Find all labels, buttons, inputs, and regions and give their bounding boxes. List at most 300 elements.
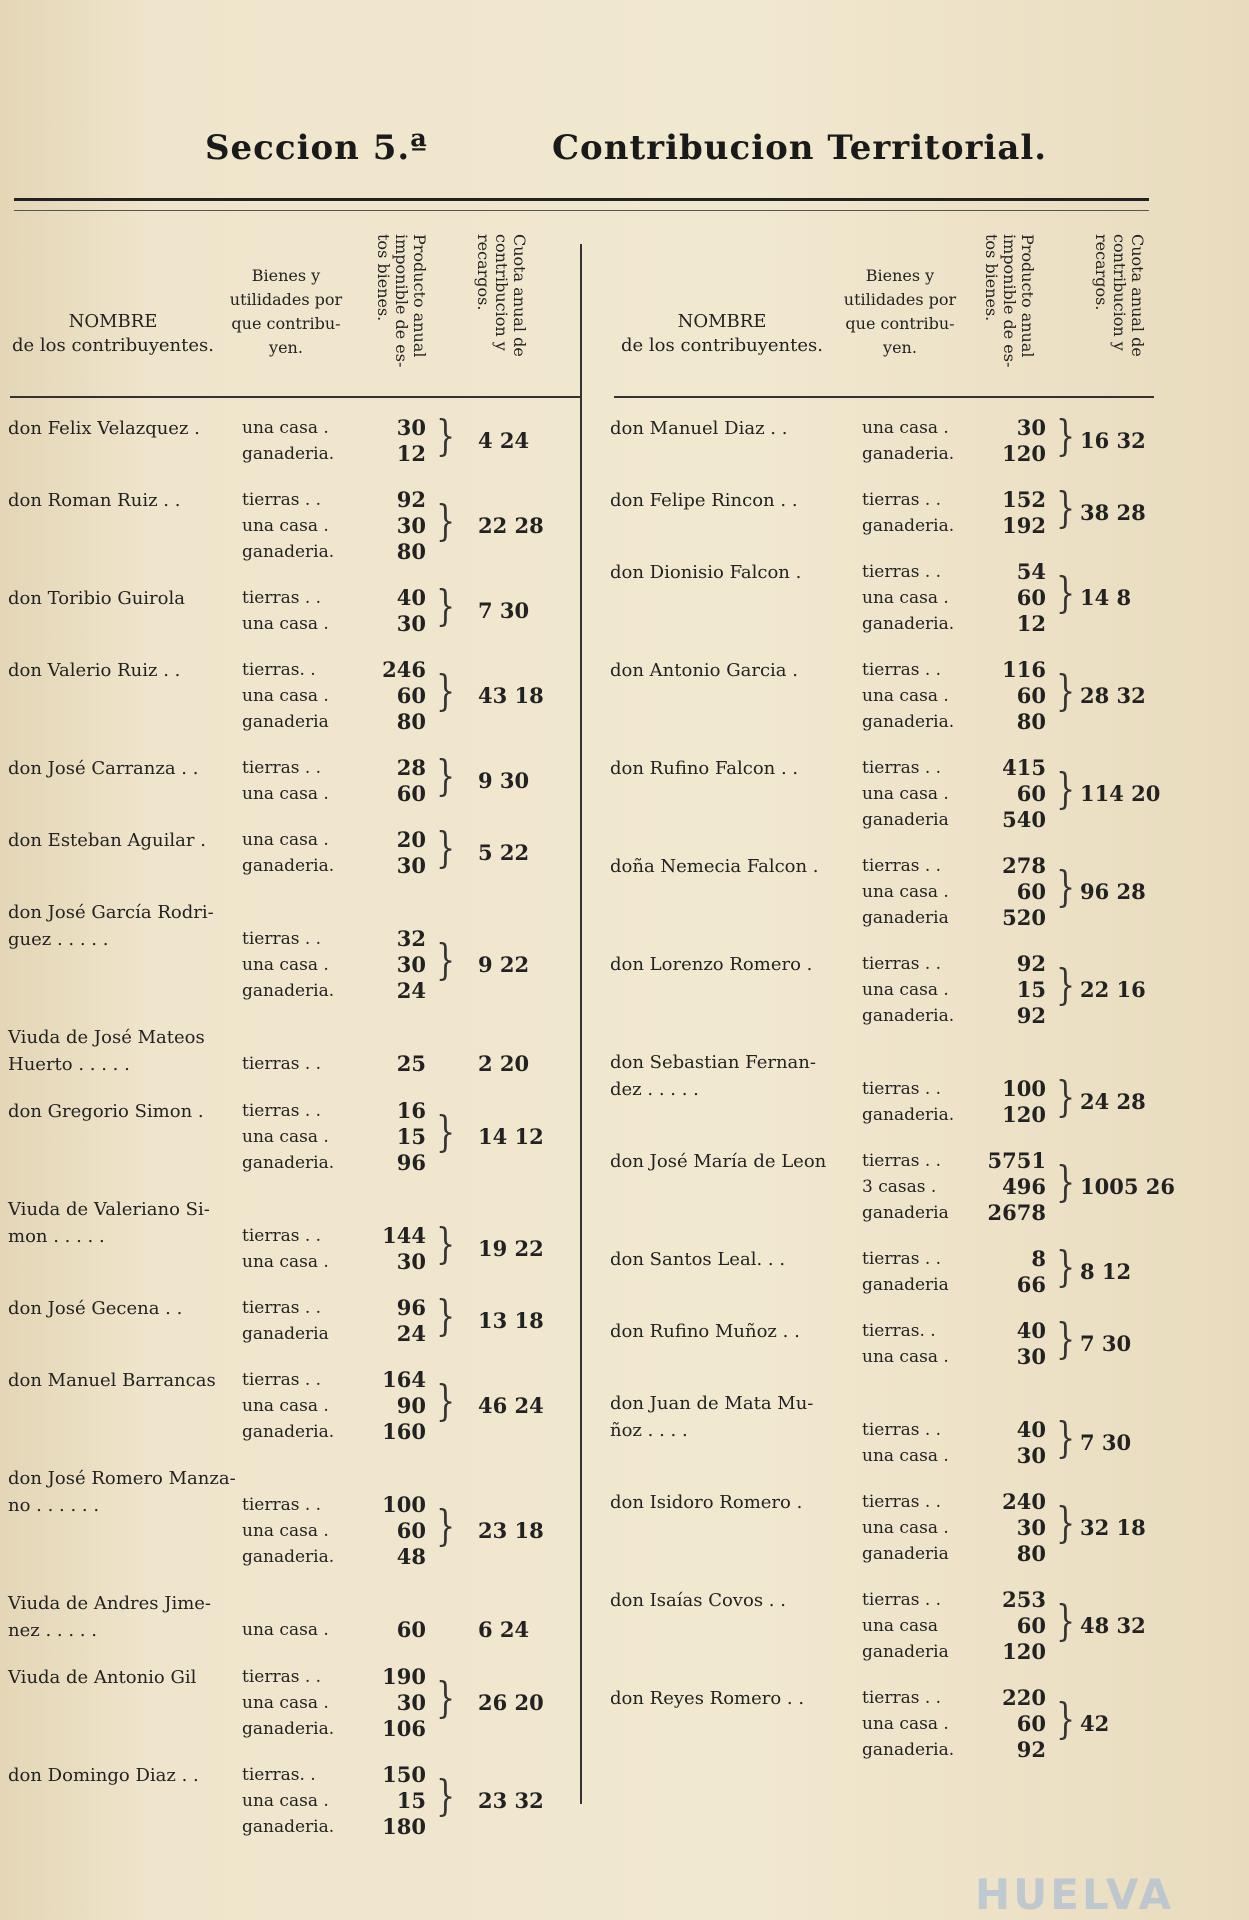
property-list [242,1617,329,1643]
property-item: ganaderia [862,810,949,830]
taxable-product-value: 15 [396,1124,426,1149]
contributor-entry [8,1098,573,1176]
property-list [862,1318,949,1370]
property-item: una casa . [862,588,949,608]
taxable-product-value: 60 [396,1617,426,1642]
cuota-value: 5 22 [478,840,530,865]
property-list [862,1685,954,1763]
taxable-product-value: 92 [396,487,426,512]
property-item: una casa . [242,784,329,804]
archive-stamp: HUELVA [975,1870,1175,1919]
taxable-product-value: 92 [1016,1003,1046,1028]
cuota-value: 7 30 [478,598,530,623]
taxable-product-list [986,657,1046,735]
property-item: ganaderia [862,1642,949,1662]
grouping-brace: } [1056,667,1076,716]
grouping-brace: } [436,412,456,461]
taxable-product-list [366,755,426,807]
taxable-product-value: 496 [1002,1174,1046,1199]
contributor-name: Viuda de Antonio Gil [8,1667,197,1688]
taxable-product-value: 30 [396,1249,426,1274]
property-item: una casa . [242,516,329,536]
taxable-product-value: 278 [1002,853,1046,878]
cuota-value: 2 20 [478,1051,530,1076]
property-item: una casa . [242,1521,329,1541]
property-item: ganaderia. [862,1105,955,1125]
taxable-product-list [366,487,426,565]
grouping-brace: } [436,1502,456,1551]
taxable-product-value: 28 [396,755,426,780]
taxable-product-value: 40 [1016,1417,1046,1442]
contributor-entry [8,1664,573,1742]
taxable-product-list [366,1617,426,1643]
cuota-value: 14 8 [1080,585,1132,610]
grouping-brace: } [436,752,456,801]
contributor-name: don Reyes Romero . . [610,1688,805,1709]
contributor-entry [8,582,573,637]
contributor-entry [8,1292,573,1347]
contributor-entry [610,755,1161,833]
taxable-product-value: 24 [396,1321,426,1346]
property-item: una casa . [862,1714,949,1734]
property-item: tierras . . [242,1298,322,1318]
cuota-value: 7 30 [1080,1331,1132,1356]
taxable-product-value: 90 [396,1393,426,1418]
taxable-product-value: 30 [396,853,426,878]
property-item: ganaderia [242,1324,329,1344]
cuota-value: 32 18 [1080,1515,1146,1540]
producto-header: Producto anual imponible de es- tos bienes. [982,234,1037,368]
taxable-product-value: 30 [396,415,426,440]
taxable-product-list [986,1076,1046,1128]
contributor-entry [610,951,1145,1029]
contributor-name: don Domingo Diaz . . [8,1765,199,1786]
taxable-product-value: 30 [1016,1515,1046,1540]
taxable-product-value: 25 [396,1051,426,1076]
bienes-header: Bienes y utilidades por que contribu- yen. [229,266,343,357]
taxable-product-value: 30 [1016,1443,1046,1468]
contributor-name: Viuda de Andres Jime- nez . . . . . [8,1593,212,1641]
contributor-entry [610,1315,1145,1370]
property-list [242,755,329,807]
taxable-product-value: 60 [396,1518,426,1543]
property-item: una casa . [242,1693,329,1713]
property-item: ganaderia. [242,981,335,1001]
property-list [862,1246,949,1298]
right-header-rule [614,396,1154,398]
property-item: tierras. . [242,1765,316,1785]
property-item: una casa . [242,1252,329,1272]
section-heading: Seccion 5.ª [205,128,428,168]
property-list [242,1762,334,1840]
property-item: ganaderia. [862,1006,955,1026]
contributor-entry [8,899,573,1004]
property-item: una casa . [242,1127,329,1147]
taxable-product-value: 80 [396,539,426,564]
left-header-rule [10,396,580,398]
property-item: una casa . [242,1791,329,1811]
taxable-product-value: 80 [396,709,426,734]
contributor-name: don Santos Leal. . . [610,1249,786,1270]
property-list [862,657,954,735]
property-item: tierras. . [242,660,316,680]
taxable-product-value: 40 [1016,1318,1046,1343]
taxable-product-value: 24 [396,978,426,1003]
property-item: tierras . . [862,758,942,778]
property-item: ganaderia. [242,856,335,876]
property-item: ganaderia. [242,1153,335,1173]
property-item: ganaderia. [862,614,955,634]
property-list [242,1367,334,1445]
cuota-value: 28 32 [1080,683,1146,708]
grouping-brace: } [436,1377,456,1426]
property-list [862,1148,949,1226]
contributor-name: don Felipe Rincon . . [610,490,798,511]
property-item: tierras . . [862,660,942,680]
contributor-name: don Rufino Falcon . . [610,758,799,779]
taxable-product-list [366,1762,426,1840]
property-item: una casa . [862,882,949,902]
taxable-product-value: 80 [1016,709,1046,734]
property-list [242,657,329,735]
cuota-value: 48 32 [1080,1613,1146,1638]
contributor-name: don Isidoro Romero . [610,1492,803,1513]
contributor-name: don Lorenzo Romero . [610,954,813,975]
property-item: una casa . [242,830,329,850]
property-item: ganaderia. [242,1547,335,1567]
property-item: una casa . [242,955,329,975]
cuota-value: 114 20 [1080,781,1161,806]
property-list [862,755,949,833]
contributor-name: don Gregorio Simon . [8,1101,204,1122]
taxable-product-value: 20 [396,827,426,852]
taxable-product-value: 60 [1016,781,1046,806]
taxable-product-value: 180 [382,1814,426,1839]
contributor-entry [8,412,573,467]
grouping-brace: } [436,667,456,716]
property-item: ganaderia. [242,1719,335,1739]
taxable-product-value: 48 [396,1544,426,1569]
taxable-product-value: 30 [396,952,426,977]
cuota-value: 9 30 [478,768,530,793]
taxable-product-value: 54 [1016,559,1046,584]
taxable-product-value: 40 [396,585,426,610]
contributor-name: Viuda de Valeriano Si- mon . . . . . [8,1199,210,1247]
taxable-product-list [986,1318,1046,1370]
property-item: ganaderia [862,1203,949,1223]
taxable-product-value: 120 [1002,1102,1046,1127]
contributor-entry [8,1465,573,1570]
grouping-brace: } [1056,412,1076,461]
contributor-entry [610,1685,1145,1763]
cuota-value: 46 24 [478,1393,544,1418]
cuota-value: 23 18 [478,1518,544,1543]
taxable-product-list [986,1148,1046,1226]
contributor-name: don Felix Velazquez . [8,418,200,439]
cuota-value: 7 30 [1080,1430,1132,1455]
contributor-name: don Manuel Barrancas [8,1370,216,1391]
property-item: tierras . . [242,1054,322,1074]
property-list [862,1489,949,1567]
contributor-entry [610,1148,1175,1226]
contributor-name: don Rufino Muñoz . . [610,1321,800,1342]
taxable-product-list [366,1223,426,1275]
taxable-product-value: 60 [1016,683,1046,708]
property-item: tierras . . [242,490,322,510]
grouping-brace: } [1056,1073,1076,1122]
taxable-product-list [986,853,1046,931]
taxable-product-value: 120 [1002,1639,1046,1664]
taxable-product-value: 60 [1016,879,1046,904]
property-item: ganaderia. [862,712,955,732]
contributor-name: don Manuel Diaz . . [610,418,788,439]
contributor-entry [8,1367,573,1445]
property-list [862,1587,949,1665]
taxable-product-value: 16 [396,1098,426,1123]
grouping-brace: } [1056,1158,1076,1207]
cuota-value: 22 16 [1080,977,1146,1002]
grouping-brace: } [436,936,456,985]
taxable-product-list [366,926,426,1004]
cuota-value: 23 32 [478,1788,544,1813]
property-item: tierras . . [242,1226,322,1246]
property-item: tierras . . [242,1667,322,1687]
taxable-product-value: 30 [396,611,426,636]
grouping-brace: } [1056,1315,1076,1364]
property-item: ganaderia. [242,1422,335,1442]
property-item: una casa [862,1616,938,1636]
taxable-product-value: 100 [1002,1076,1046,1101]
property-item: una casa . [862,686,949,706]
taxable-product-value: 192 [1002,513,1046,538]
taxable-product-value: 520 [1002,905,1046,930]
taxable-product-value: 152 [1002,487,1046,512]
contributor-entry [8,1590,573,1644]
contributor-name: Viuda de José Mateos Huerto . . . . . [8,1027,205,1075]
property-item: ganaderia [862,908,949,928]
cuota-value: 8 12 [1080,1259,1132,1284]
contributor-entry [610,1489,1145,1567]
property-item: una casa . [862,1518,949,1538]
contributor-name: don José María de Leon [610,1151,827,1172]
cuota-value: 19 22 [478,1236,544,1261]
property-item: ganaderia. [862,516,955,536]
taxable-product-value: 66 [1016,1272,1046,1297]
taxable-product-value: 30 [396,1690,426,1715]
grouping-brace: } [1056,1695,1076,1744]
contributor-entry [8,487,573,565]
property-item: tierras . . [862,1420,942,1440]
taxable-product-list [366,1295,426,1347]
contributor-entry [8,1196,573,1275]
taxable-product-value: 96 [396,1295,426,1320]
taxable-product-list [366,657,426,735]
property-item: ganaderia [862,1275,949,1295]
property-item: una casa . [862,784,949,804]
property-item: ganaderia. [862,444,955,464]
taxable-product-value: 92 [1016,1737,1046,1762]
top-rule-thin [14,210,1149,211]
contributor-name: don José Carranza . . [8,758,199,779]
taxable-product-value: 160 [382,1419,426,1444]
property-item: ganaderia. [242,444,335,464]
taxable-product-value: 96 [396,1150,426,1175]
property-item: una casa . [862,418,949,438]
property-item: una casa . [242,1620,329,1640]
property-item: ganaderia [242,712,329,732]
property-list [242,1098,334,1176]
property-list [862,415,954,467]
contributor-entry [8,824,573,879]
taxable-product-value: 540 [1002,807,1046,832]
taxable-product-list [366,1664,426,1742]
taxable-product-value: 106 [382,1716,426,1741]
property-list [242,487,334,565]
cuota-value: 1005 26 [1080,1174,1175,1199]
cuota-header: Cuota anual de contribucion y recargos. [1092,234,1147,357]
grouping-brace: } [436,1674,456,1723]
contributor-name: don José García Rodri- guez . . . . . [8,902,214,950]
property-list [862,951,954,1029]
contributor-entry [610,559,1145,637]
grouping-brace: } [436,497,456,546]
taxable-product-list [986,1685,1046,1763]
taxable-product-value: 92 [1016,951,1046,976]
cuota-value: 9 22 [478,952,530,977]
contributor-name: don Sebastian Fernan- dez . . . . . [610,1052,816,1100]
taxable-product-value: 60 [1016,1711,1046,1736]
grouping-brace: } [1056,1499,1076,1548]
taxable-product-value: 5751 [987,1148,1046,1173]
contributor-name: don Dionisio Falcon . [610,562,802,583]
taxable-product-value: 60 [1016,1613,1046,1638]
taxable-product-value: 415 [1002,755,1046,780]
contributor-entry [610,1049,1145,1128]
property-item: una casa . [242,418,329,438]
taxable-product-value: 220 [1002,1685,1046,1710]
taxable-product-list [366,827,426,879]
property-item: tierras . . [862,1492,942,1512]
property-item: tierras . . [242,1495,322,1515]
contributor-entry [8,657,573,735]
property-item: tierras . . [862,490,942,510]
taxable-product-value: 30 [1016,1344,1046,1369]
taxable-product-list [366,1051,426,1077]
contributor-name: don Esteban Aguilar . [8,830,206,851]
taxable-product-list [986,755,1046,833]
contributor-name: don Antonio Garcia . [610,660,798,681]
taxable-product-value: 15 [1016,977,1046,1002]
property-list [862,853,949,931]
contributor-entry [610,484,1146,539]
cuota-value: 4 24 [478,428,530,453]
taxable-product-list [986,559,1046,637]
grouping-brace: } [436,824,456,873]
grouping-brace: } [1056,569,1076,618]
property-item: tierras . . [242,1370,322,1390]
taxable-product-list [986,487,1046,539]
contributor-name: don José Romero Manza- no . . . . . . [8,1468,236,1516]
contributor-entry [8,1024,573,1078]
property-list [242,1223,329,1275]
taxable-product-value: 60 [1016,585,1046,610]
cuota-value: 26 20 [478,1690,544,1715]
contributor-name: don Roman Ruiz . . [8,490,181,511]
grouping-brace: } [1056,961,1076,1010]
property-item: 3 casas . [862,1177,937,1197]
taxable-product-value: 150 [382,1762,426,1787]
grouping-brace: } [1056,1414,1076,1463]
property-item: tierras . . [862,1590,942,1610]
cuota-value: 14 12 [478,1124,544,1149]
cuota-value: 38 28 [1080,500,1146,525]
bienes-header: Bienes y utilidades por que contribu- yen. [843,266,957,357]
property-list [242,415,334,467]
property-item: tierras . . [242,1101,322,1121]
contributor-name: don Isaías Covos . . [610,1590,786,1611]
grouping-brace: } [1056,863,1076,912]
contributor-entry [610,853,1145,931]
property-list [862,487,954,539]
property-list [862,1076,954,1128]
nombre-header: NOMBRE de los contribuyentes. [12,311,214,356]
cuota-value: 24 28 [1080,1089,1146,1114]
cuota-value: 43 18 [478,683,544,708]
taxable-product-value: 12 [396,441,426,466]
property-item: una casa . [242,1396,329,1416]
taxable-product-value: 80 [1016,1541,1046,1566]
document-title: Contribucion Territorial. [552,128,1048,168]
cuota-value: 6 24 [478,1617,530,1642]
contributor-entry [610,1587,1145,1665]
property-item: tierras . . [242,758,322,778]
property-list [242,1492,334,1570]
taxable-product-value: 190 [382,1664,426,1689]
taxable-product-list [366,585,426,637]
taxable-product-value: 240 [1002,1489,1046,1514]
property-item: ganaderia. [862,1740,955,1760]
taxable-product-list [986,1489,1046,1567]
cuota-value: 42 [1080,1711,1110,1736]
grouping-brace: } [436,1220,456,1269]
property-item: ganaderia [862,1544,949,1564]
grouping-brace: } [436,1292,456,1341]
contributor-name: don Juan de Mata Mu- ñoz . . . . [610,1393,814,1441]
contributor-name: don José Gecena . . [8,1298,183,1319]
cuota-value: 16 32 [1080,428,1146,453]
grouping-brace: } [436,1772,456,1821]
property-item: una casa . [862,1347,949,1367]
taxable-product-value: 12 [1016,611,1046,636]
property-item: tierras. . [862,1321,936,1341]
taxable-product-value: 246 [382,657,426,682]
taxable-product-list [986,415,1046,467]
cuota-value: 96 28 [1080,879,1146,904]
property-item: ganaderia. [242,542,335,562]
taxable-product-list [366,415,426,467]
property-list [242,585,329,637]
taxable-product-value: 120 [1002,441,1046,466]
taxable-product-value: 30 [396,513,426,538]
taxable-product-value: 60 [396,683,426,708]
cuota-value: 13 18 [478,1308,544,1333]
producto-header: Producto anual imponible de es- tos bienes. [374,234,429,368]
contributor-entry [610,657,1145,735]
contributor-entry [610,412,1146,467]
grouping-brace: } [1056,1597,1076,1646]
contributor-name: don Toribio Guirola [8,588,185,609]
property-item: tierras . . [862,562,942,582]
